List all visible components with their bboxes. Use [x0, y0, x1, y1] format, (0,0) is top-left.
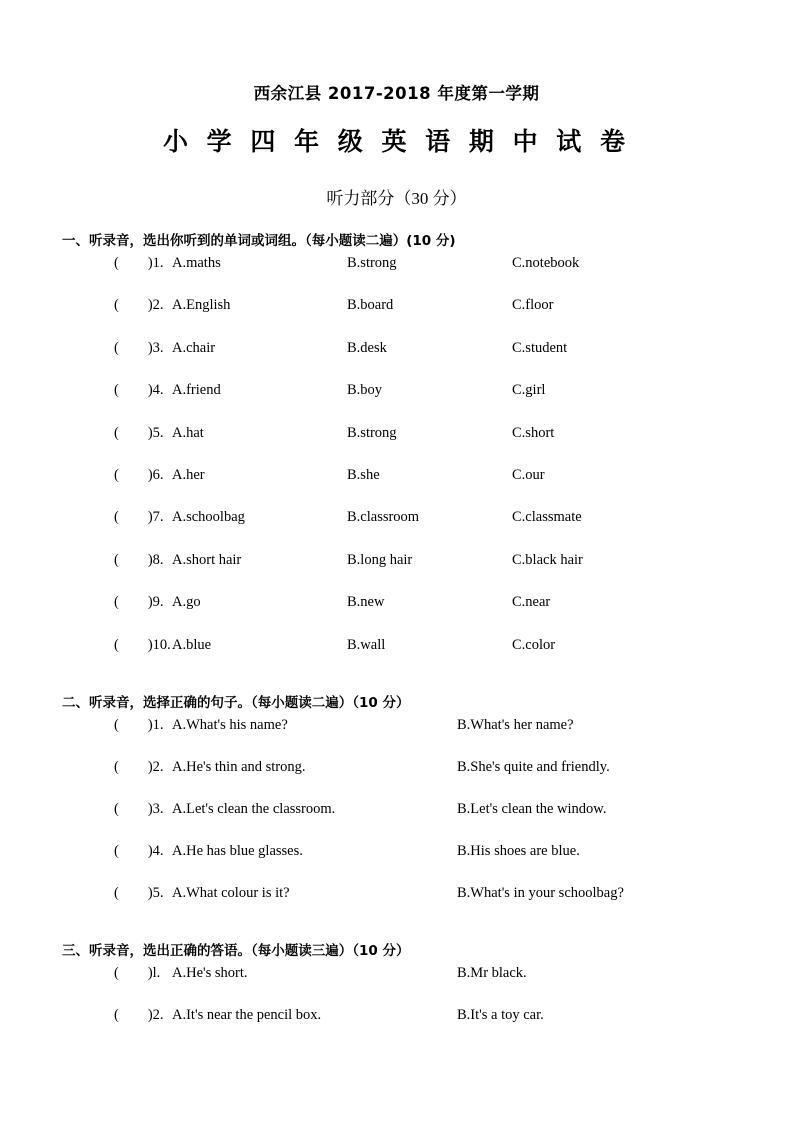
list-item: [62, 509, 731, 551]
option-b: B.strong: [347, 424, 397, 441]
option-b: B.desk: [347, 339, 387, 356]
option-b: B.What's her name?: [457, 716, 574, 733]
answer-blank[interactable]: ( )10.: [114, 636, 171, 653]
list-item: [62, 801, 731, 843]
list-item: [62, 717, 731, 759]
school-term-line: 西余江县 2017-2018 年度第一学期: [253, 84, 540, 103]
option-b: B.She's quite and friendly.: [457, 758, 610, 775]
option-a: A.He's short.: [172, 964, 248, 981]
option-c: C.our: [512, 466, 545, 483]
answer-blank[interactable]: ( )6.: [114, 466, 164, 483]
answer-blank[interactable]: ( )8.: [114, 551, 164, 568]
option-b: B.Let's clean the window.: [457, 800, 607, 817]
option-c: C.student: [512, 339, 568, 356]
answer-blank[interactable]: ( )2.: [114, 758, 164, 775]
option-c: C.color: [512, 636, 556, 653]
option-c: C.black hair: [512, 551, 583, 568]
option-c: C.floor: [512, 297, 554, 314]
list-item: [62, 637, 731, 679]
answer-blank[interactable]: ( )9.: [114, 594, 164, 611]
document-header: [62, 80, 731, 209]
list-item: [62, 965, 731, 1007]
option-b: B.What's in your schoolbag?: [457, 884, 624, 901]
option-a: A.hat: [172, 424, 204, 441]
answer-blank[interactable]: ( )4.: [114, 382, 164, 399]
answer-blank[interactable]: ( )1.: [114, 716, 164, 733]
list-item: [62, 382, 731, 424]
option-b: B.It's a toy car.: [457, 1006, 544, 1023]
option-a: A.blue: [172, 636, 212, 653]
option-a: A.He's thin and strong.: [172, 758, 306, 775]
section-2-items: [62, 717, 731, 927]
question-section-3: [62, 939, 731, 1049]
option-a: A.English: [172, 297, 231, 314]
option-b: B.board: [347, 297, 394, 314]
section-1-heading: 一、听录音，选出你听到的单词或词组。（每小题读二遍）(10 分): [62, 233, 456, 249]
list-item: [62, 425, 731, 467]
answer-blank[interactable]: ( )5.: [114, 884, 164, 901]
option-a: A.schoolbag: [172, 509, 245, 526]
list-item: [62, 594, 731, 636]
option-b: B.Mr black.: [457, 964, 527, 981]
answer-blank[interactable]: ( )5.: [114, 424, 164, 441]
option-b: B.wall: [347, 636, 386, 653]
list-item: [62, 297, 731, 339]
answer-blank[interactable]: ( )4.: [114, 842, 164, 859]
section-3-items: [62, 965, 731, 1049]
option-c: C.notebook: [512, 255, 580, 271]
list-item: [62, 255, 731, 297]
page-title: 小 学 四 年 级 英 语 期 中 试 卷: [162, 127, 631, 156]
list-item: [62, 885, 731, 927]
list-item: [62, 340, 731, 382]
list-item: [62, 1007, 731, 1049]
list-item: [62, 552, 731, 594]
listening-section-label: 听力部分（30 分）: [326, 189, 467, 208]
option-a: A.short hair: [172, 551, 242, 568]
option-c: C.near: [512, 594, 551, 611]
option-a: A.maths: [172, 255, 221, 271]
section-3-heading: 三、听录音，选出正确的答语。（每小题读三遍）（10 分）: [62, 942, 410, 959]
answer-blank[interactable]: ( )3.: [114, 800, 164, 817]
option-a: A.It's near the pencil box.: [172, 1006, 322, 1023]
answer-blank[interactable]: ( )2.: [114, 1006, 164, 1023]
answer-blank[interactable]: ( )3.: [114, 339, 164, 356]
option-a: A.go: [172, 594, 201, 611]
option-b: B.boy: [347, 382, 383, 399]
answer-blank[interactable]: ( )2.: [114, 297, 164, 314]
answer-blank[interactable]: ( )1.: [114, 255, 164, 271]
answer-blank[interactable]: ( )7.: [114, 509, 164, 526]
section-2-heading: 二、听录音，选择正确的句子。（每小题读二遍）（10 分）: [62, 694, 410, 711]
option-a: A.chair: [172, 339, 216, 356]
option-a: A.What's his name?: [172, 716, 288, 733]
option-a: A.friend: [172, 382, 221, 399]
option-c: C.classmate: [512, 509, 582, 526]
question-section-2: [62, 691, 731, 927]
option-b: B.new: [347, 594, 385, 611]
option-a: A.He has blue glasses.: [172, 842, 303, 859]
option-a: A.her: [172, 466, 205, 483]
option-a: A.Let's clean the classroom.: [172, 800, 336, 817]
question-section-1: [62, 229, 731, 679]
option-b: B.long hair: [347, 551, 413, 568]
option-c: C.girl: [512, 382, 546, 399]
option-b: B.classroom: [347, 509, 420, 526]
option-a: A.What colour is it?: [172, 884, 290, 901]
option-b: B.she: [347, 466, 380, 483]
option-b: B.strong: [347, 255, 397, 271]
section-1-items: [62, 255, 731, 679]
answer-blank[interactable]: ( )l.: [114, 964, 161, 981]
option-b: B.His shoes are blue.: [457, 842, 580, 859]
list-item: [62, 467, 731, 509]
list-item: [62, 843, 731, 885]
list-item: [62, 759, 731, 801]
option-c: C.short: [512, 424, 555, 441]
